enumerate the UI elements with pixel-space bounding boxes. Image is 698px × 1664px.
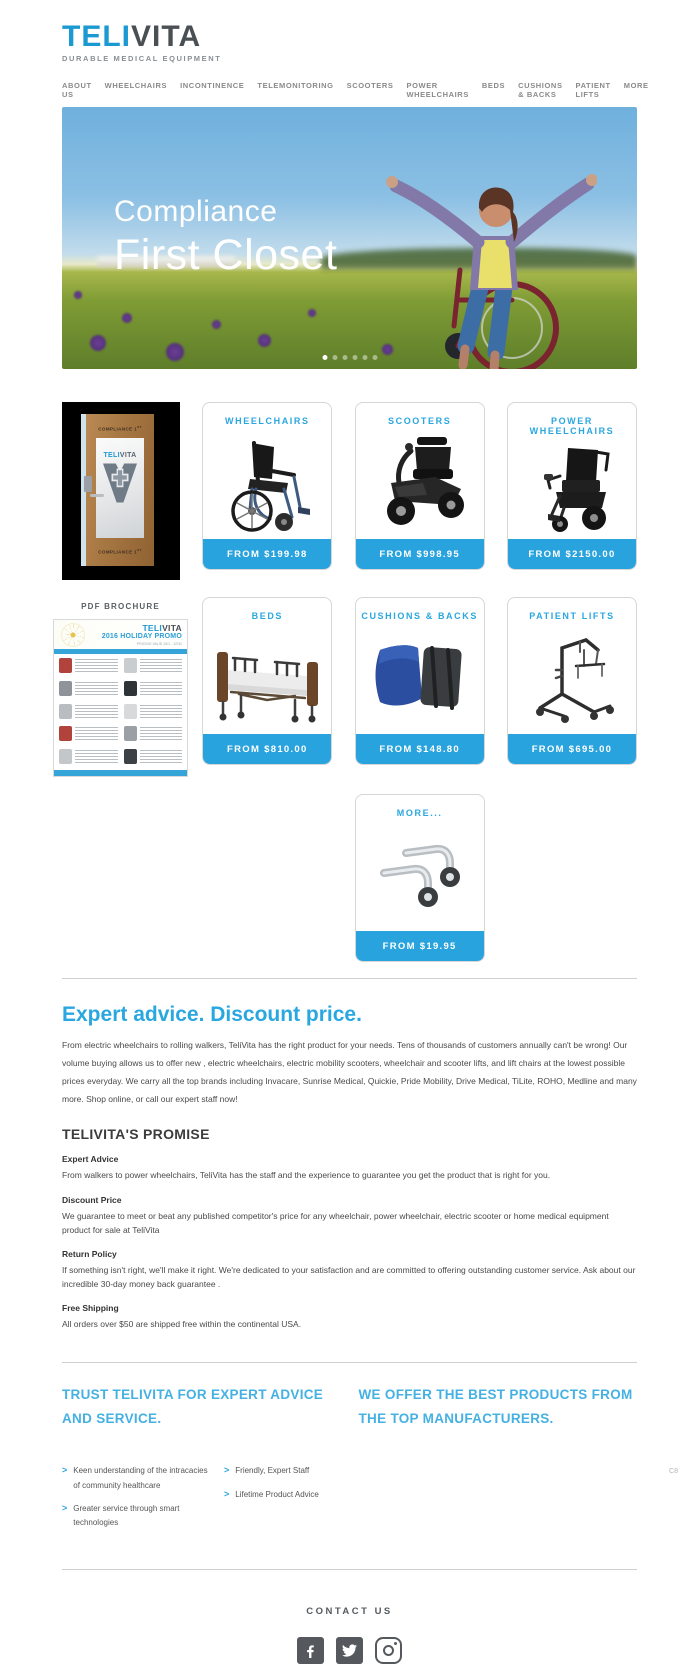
nav-item-cushions-backs[interactable]: CUSHIONS & BACKS	[518, 81, 563, 99]
chevron-right-icon: >	[224, 1488, 230, 1499]
site-footer	[62, 1570, 637, 1664]
category-card-power-wheelchairs[interactable]	[507, 402, 637, 570]
chevron-right-icon: >	[224, 1465, 230, 1476]
brochure-product-list	[59, 658, 182, 768]
category-grid	[62, 402, 637, 962]
category-title: BEDS	[251, 611, 284, 621]
category-title: MORE...	[396, 808, 443, 818]
divider	[62, 1362, 637, 1363]
social-links	[62, 1637, 637, 1664]
category-price-banner: FROM $998.95	[356, 539, 484, 569]
bullet-text: Lifetime Product Advice	[235, 1489, 319, 1499]
hero-title-line1: Compliance	[114, 195, 278, 228]
nav-item-telemonitoring[interactable]: TELEMONITORING	[257, 81, 334, 90]
closet-door-glass	[96, 438, 144, 538]
bullet-item	[62, 1464, 210, 1493]
hero-flower	[122, 313, 132, 323]
trust-bullets-col1	[62, 1464, 210, 1531]
promise-item-text: We guarantee to meet or beat any published competitor's price for any wheelchair, power wheelchair, electric scooter or home medical equipment product for sale at TeliVita	[62, 1210, 609, 1235]
bed-image	[203, 621, 331, 734]
nav-item-power-wheelchairs[interactable]: POWER WHEELCHAIRS	[406, 81, 469, 99]
bullet-item	[224, 1464, 372, 1478]
intro-body: From electric wheelchairs to rolling walkers, TeliVita has the right product for your needs. Tens of thousands of customers annually can't be wrong! Our volume buying allows us to offer new , electric wheelchairs, electric mobility scooters, wheelchair and scooter lifts, and lift chairs at the lowest possible prices everyday. We carry all the top brands including Invacare, Sunrise Medical, Quickie, Pride Mobility, Drive Medical, TiLite, ROHO, Medline and many more. Shop online, or call our expert staff now!	[62, 1040, 637, 1104]
sparkle-decoration	[62, 624, 84, 646]
category-card-cushions-backs[interactable]	[355, 597, 485, 765]
category-card-patient-lifts[interactable]	[507, 597, 637, 765]
category-card-more[interactable]	[355, 794, 485, 962]
facebook-icon[interactable]	[297, 1637, 324, 1664]
category-title: PATIENT LIFTS	[529, 611, 615, 621]
category-title: WHEELCHAIRS	[225, 416, 310, 426]
promise-item-expert-advice	[62, 1154, 637, 1183]
brand-wordmark	[62, 22, 637, 52]
nav-item-incontinence[interactable]: INCONTINENCE	[180, 81, 245, 90]
closet-handle-icon	[90, 494, 104, 497]
brochure-footer-band	[54, 770, 187, 776]
hero-title-line2: First Closet	[114, 231, 338, 279]
brochure-header	[54, 620, 187, 654]
nav-item-scooters[interactable]: SCOOTERS	[346, 81, 394, 90]
power-wheelchair-image	[508, 436, 636, 539]
nav-item-more[interactable]: MORE	[623, 81, 649, 90]
twitter-icon[interactable]	[336, 1637, 363, 1664]
promise-item-text: All orders over $50 are shipped free within the continental USA.	[62, 1319, 302, 1330]
promise-item-title: Free Shipping	[62, 1303, 119, 1314]
carousel-dot-3[interactable]	[342, 355, 347, 360]
category-price-banner: FROM $695.00	[508, 734, 636, 764]
brochure-band	[54, 649, 187, 654]
trust-section	[62, 1383, 637, 1531]
category-price-banner: FROM $2150.00	[508, 539, 636, 569]
promise-item-title: Expert Advice	[62, 1154, 119, 1165]
cushion-image	[356, 621, 484, 734]
telivita-v-emblem-icon	[103, 463, 137, 503]
instagram-icon[interactable]	[375, 1637, 402, 1664]
brand-logo[interactable]	[62, 22, 637, 63]
pdf-brochure-heading: PDF BROCHURE	[81, 602, 160, 611]
site-header	[62, 0, 649, 99]
promise-item-title: Discount Price	[62, 1194, 122, 1205]
hero-flower	[258, 334, 271, 347]
instagram-lens	[383, 1645, 394, 1656]
promise-item-text: If something isn't right, we'll make it right. We're dedicated to your satisfaction and are committed to offering outstanding customer service. Ask about our incredible 30-day money back guarantee .	[62, 1265, 636, 1289]
walker-wheels-image	[356, 818, 484, 931]
brochure-promo-title: 2016 HOLIDAY PROMO	[101, 633, 182, 640]
page-content	[62, 0, 649, 1664]
brochure-promo-subtitle: PRICING VALID 10/1 - 12/31	[136, 642, 182, 646]
hero-carousel[interactable]	[62, 107, 637, 369]
bullet-item	[62, 1502, 210, 1531]
scooter-image	[356, 426, 484, 539]
closet-lock-icon	[84, 476, 92, 492]
promise-item-free-shipping	[62, 1303, 637, 1332]
category-price-banner: FROM $148.80	[356, 734, 484, 764]
trust-bullets-col2	[224, 1464, 372, 1531]
promise-item-title: Return Policy	[62, 1249, 117, 1260]
promise-item-return-policy	[62, 1249, 637, 1291]
carousel-dot-6[interactable]	[372, 355, 377, 360]
hero-woman-in-wheelchair-photo	[362, 150, 597, 369]
carousel-dot-2[interactable]	[332, 355, 337, 360]
patient-lift-image	[508, 621, 636, 734]
nav-item-patient-lifts[interactable]: PATIENT LIFTS	[575, 81, 611, 99]
trust-heading-left: TRUST TELIVITA FOR EXPERT ADVICE AND SERVICE.	[62, 1386, 324, 1426]
carousel-dot-5[interactable]	[362, 355, 367, 360]
hero-flower	[308, 309, 316, 317]
chevron-right-icon: >	[62, 1502, 68, 1513]
category-title: POWER WHEELCHAIRS	[529, 416, 615, 436]
bullet-text: Keen understanding of the intracacies of community healthcare	[73, 1466, 208, 1490]
intro-section	[62, 1003, 637, 1108]
category-price-banner: FROM $810.00	[203, 734, 331, 764]
trust-heading-right: WE OFFER THE BEST PRODUCTS FROM THE TOP MANUFACTURERS.	[358, 1386, 633, 1426]
wheelchair-image	[203, 426, 331, 539]
hero-caption	[114, 195, 337, 280]
hero-flower	[90, 335, 106, 351]
category-price-banner: FROM $19.95	[356, 931, 484, 961]
intro-heading: Expert advice. Discount price.	[62, 1003, 362, 1026]
compliance-closet-image[interactable]	[62, 402, 180, 580]
category-card-beds[interactable]	[202, 597, 332, 765]
bullet-text: Friendly, Expert Staff	[235, 1466, 310, 1476]
promise-section	[62, 1126, 637, 1332]
brochure-brand: TELIVITA	[142, 623, 182, 633]
main-nav	[62, 81, 649, 99]
category-card-wheelchairs[interactable]	[202, 402, 332, 570]
closet-door-label-top: COMPLIANCE 1ST	[98, 425, 142, 432]
hero-flower	[166, 343, 184, 361]
closet-door	[86, 414, 154, 566]
hero-flower	[74, 291, 82, 299]
nav-item-wheelchairs[interactable]: WHEELCHAIRS	[104, 81, 168, 90]
carousel-dots	[322, 355, 377, 360]
corner-badge: C8	[669, 1468, 678, 1475]
brand-tagline: DURABLE MEDICAL EQUIPMENT	[62, 54, 222, 63]
category-card-scooters[interactable]	[355, 402, 485, 570]
trust-bullet-lists	[62, 1464, 637, 1531]
carousel-dot-1[interactable]	[322, 355, 327, 360]
nav-item-beds[interactable]: BEDS	[481, 81, 506, 90]
pdf-brochure-section	[53, 597, 188, 777]
pdf-brochure-thumbnail[interactable]	[53, 619, 188, 777]
category-title: SCOOTERS	[388, 416, 452, 426]
brand-wordmark-primary: TELI	[62, 20, 131, 53]
closet-brand-logo: TELIVITA	[103, 452, 137, 459]
bullet-text: Greater service through smart technologies	[73, 1503, 180, 1528]
closet-door-label-bottom: COMPLIANCE 1ST	[98, 547, 142, 554]
promise-item-discount-price	[62, 1195, 637, 1237]
nav-item-about-us[interactable]: ABOUT US	[62, 81, 92, 99]
hero-flower	[212, 320, 221, 329]
promise-item-text: From walkers to power wheelchairs, TeliVita has the staff and the experience to guarantee you get the product that is right for you.	[62, 1170, 551, 1181]
instagram-dot	[394, 1642, 397, 1645]
chevron-right-icon: >	[62, 1465, 68, 1476]
hero-flower	[382, 344, 393, 355]
promise-heading: TELIVITA'S PROMISE	[62, 1126, 210, 1143]
brand-wordmark-secondary: VITA	[131, 20, 202, 53]
contact-us-link[interactable]: CONTACT US	[306, 1605, 393, 1617]
category-title: CUSHIONS & BACKS	[361, 611, 478, 621]
carousel-dot-4[interactable]	[352, 355, 357, 360]
category-price-banner: FROM $199.98	[203, 539, 331, 569]
divider	[62, 978, 637, 979]
